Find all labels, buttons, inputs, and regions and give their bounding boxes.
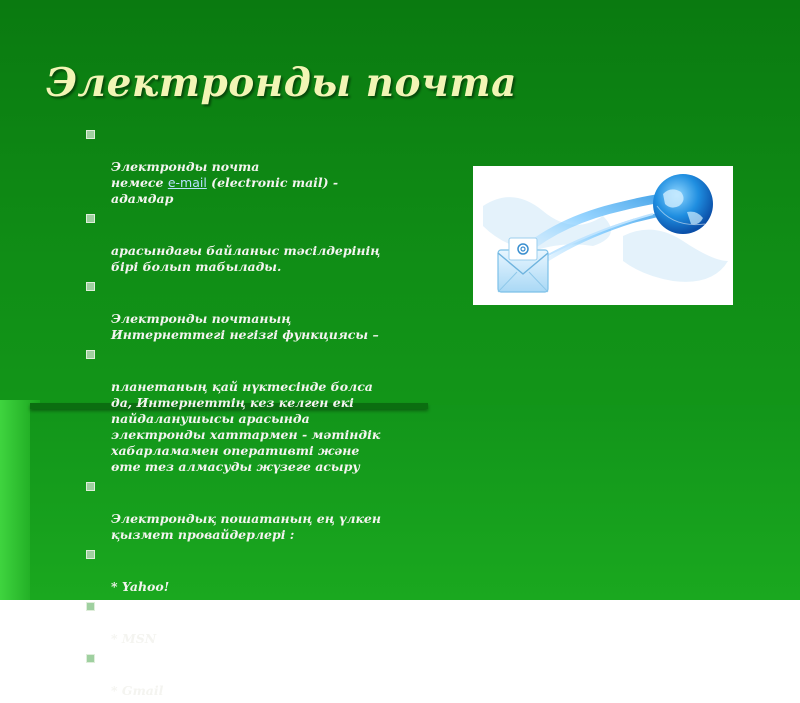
- list-item: [86, 479, 396, 543]
- bullet-text: Электронды почта немесе: [111, 159, 260, 190]
- bullet-text: арасындағы байланыс тәсілдерінің бірі болып табылады.: [111, 243, 381, 274]
- square-bullet-icon: [86, 130, 95, 139]
- bullet-text: * Yahoo!: [111, 579, 170, 594]
- email-globe-image: [473, 166, 733, 305]
- bullet-list: [86, 127, 396, 703]
- email-globe-icon: [473, 166, 733, 305]
- list-item: [86, 651, 396, 699]
- square-bullet-icon: [86, 550, 95, 559]
- list-item: [86, 599, 396, 647]
- slide-title: Электронды почта: [46, 60, 517, 106]
- bullet-text: Электронды почтаның Интернеттегі негізгі функциясы –: [111, 311, 379, 342]
- list-item: [86, 127, 396, 207]
- list-item: [86, 211, 396, 275]
- square-bullet-icon: [86, 482, 95, 491]
- email-link[interactable]: e-mail: [167, 175, 207, 190]
- bullet-text: планетаның қай нүктесінде болса да, Интернеттің кез келген екі пайдаланушысы арасында электронды хаттармен - мәтіндік хабарламамен оперативті және өте тез алмасуды жүзеге асыру: [111, 379, 381, 474]
- bullet-text: Электрондық пошатаның ең үлкен қызмет провайдерлері :: [111, 511, 381, 542]
- square-bullet-icon: [86, 350, 95, 359]
- list-item: [86, 547, 396, 595]
- bullet-text: (electronic mail) - адамдар: [111, 175, 339, 206]
- list-item: [86, 347, 396, 475]
- square-bullet-icon: [86, 602, 95, 611]
- list-item: [86, 279, 396, 343]
- bullet-text: * Gmail: [111, 683, 164, 698]
- square-bullet-icon: [86, 282, 95, 291]
- bullet-text: * MSN: [111, 631, 157, 646]
- square-bullet-icon: [86, 654, 95, 663]
- square-bullet-icon: [86, 214, 95, 223]
